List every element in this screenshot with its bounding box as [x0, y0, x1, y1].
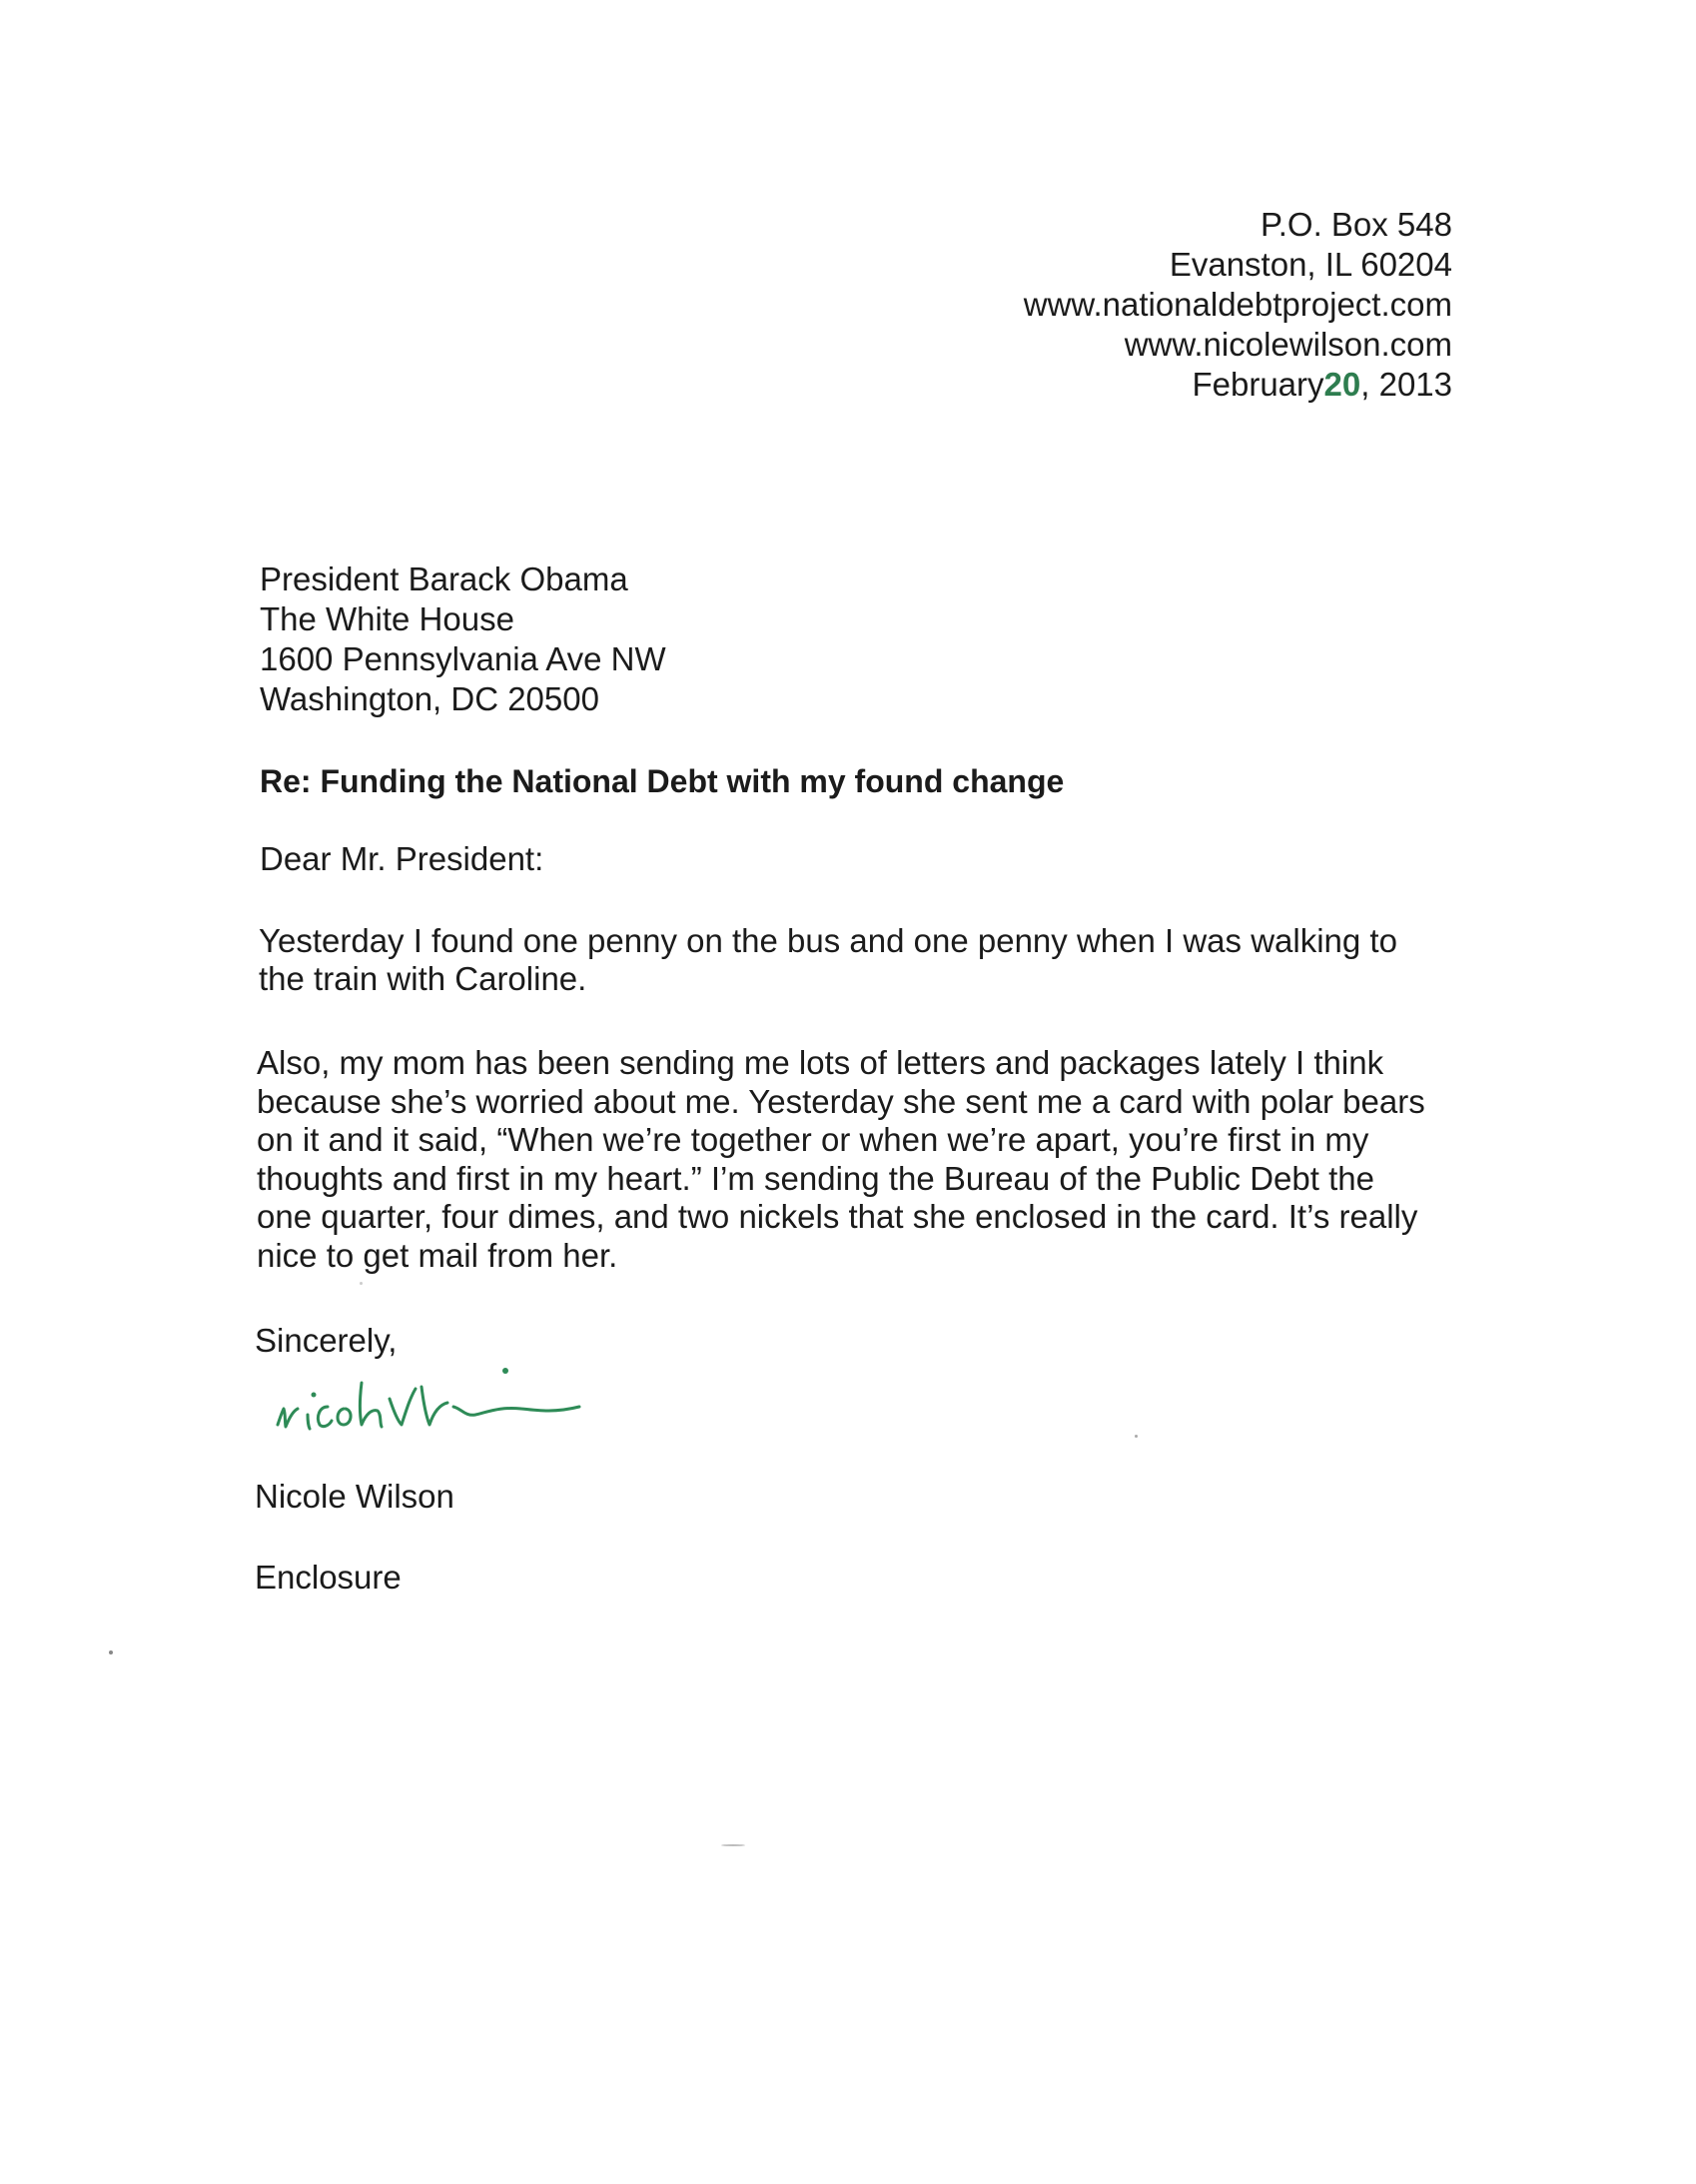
paragraph-line: on it and it said, “When we’re together or when we’re apart, you’re first in my — [257, 1121, 1369, 1158]
paragraph-line: thoughts and first in my heart.” I’m sending the Bureau of the Public Debt the — [257, 1159, 1374, 1197]
scan-speck — [109, 1650, 113, 1654]
closing: Sincerely, — [255, 1322, 398, 1359]
sender-po-box: P.O. Box 548 — [1260, 206, 1452, 243]
enclosure-notation: Enclosure — [255, 1559, 402, 1596]
salutation: Dear Mr. President: — [260, 840, 544, 877]
recipient-street: 1600 Pennsylvania Ave NW — [260, 640, 666, 677]
sender-website-national-debt: www.nationaldebtproject.com — [1023, 286, 1452, 323]
scan-speck — [721, 1844, 745, 1846]
signer-name: Nicole Wilson — [255, 1478, 454, 1515]
recipient-city: Washington, DC 20500 — [260, 680, 599, 717]
paragraph-line: one quarter, four dimes, and two nickels that she enclosed in the card. It’s really — [257, 1198, 1418, 1235]
letter-date — [1024, 365, 1452, 405]
paragraph-line: Yesterday I found one penny on the bus and one penny when I was walking to — [259, 922, 1397, 959]
recipient-address-block — [260, 559, 666, 719]
sender-address-block — [1024, 205, 1452, 405]
paragraph-line: nice to get mail from her. — [257, 1236, 618, 1274]
recipient-organization: The White House — [260, 600, 514, 637]
body-paragraph-1 — [259, 922, 1457, 998]
scan-speck — [360, 1282, 363, 1285]
handwritten-signature — [270, 1359, 609, 1449]
subject-line: Re: Funding the National Debt with my found change — [260, 763, 1065, 799]
paragraph-line: the train with Caroline. — [259, 960, 587, 997]
sender-city-state-zip: Evanston, IL 60204 — [1169, 246, 1452, 283]
date-month: February — [1192, 366, 1324, 403]
date-year: , 2013 — [1360, 366, 1452, 403]
sender-website-personal: www.nicolewilson.com — [1124, 326, 1452, 363]
paragraph-line: because she’s worried about me. Yesterday she sent me a card with polar bears — [257, 1082, 1425, 1120]
body-paragraph-2 — [257, 1044, 1455, 1275]
date-day-handwritten: 20 — [1323, 366, 1361, 403]
paragraph-line: Also, my mom has been sending me lots of letters and packages lately I think — [257, 1044, 1384, 1081]
scan-speck — [1135, 1435, 1138, 1438]
recipient-name: President Barack Obama — [260, 560, 628, 597]
